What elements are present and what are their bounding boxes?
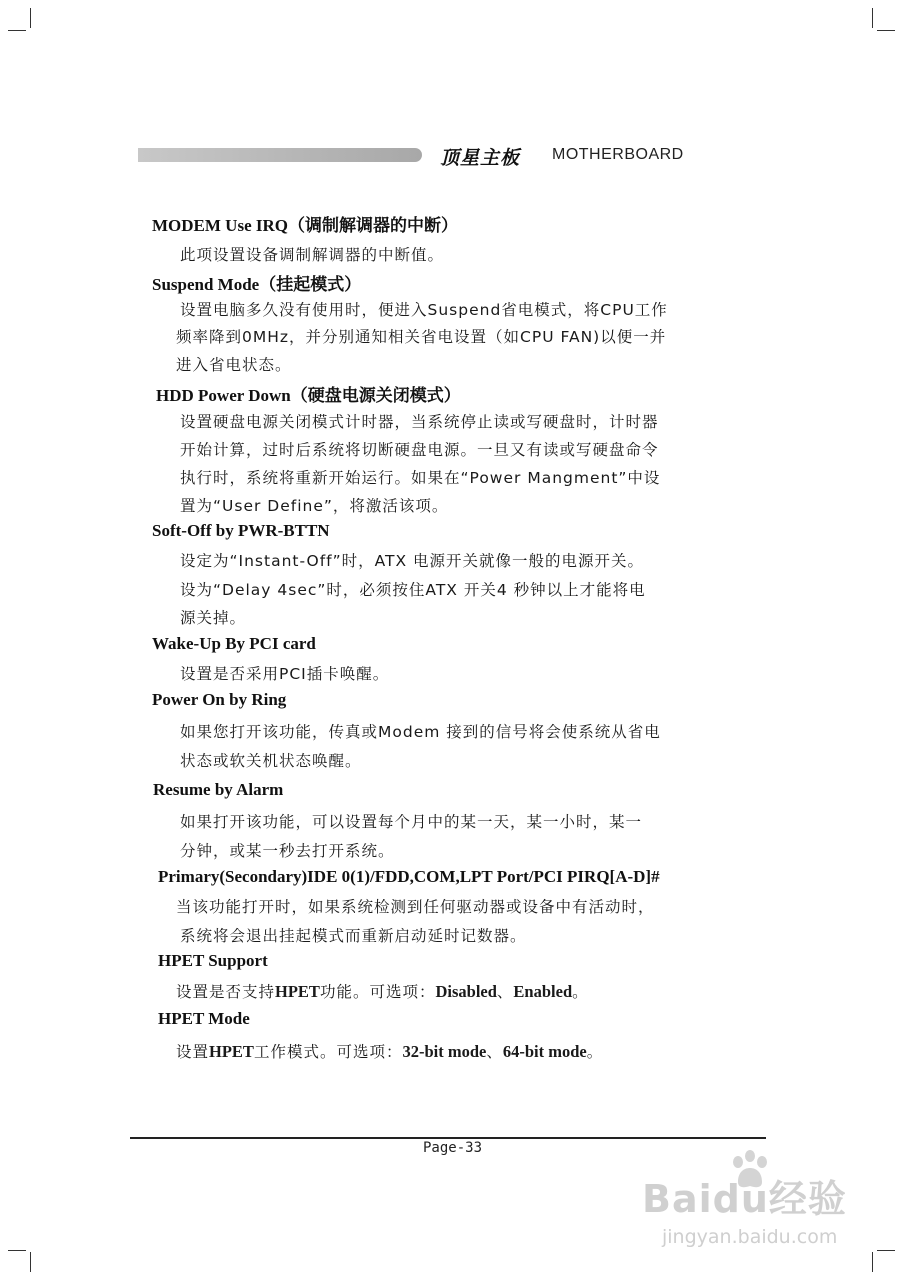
section-text: 开始计算，过时后系统将切断硬盘电源。一旦又有读或写硬盘命令 (180, 441, 659, 459)
watermark-url: jingyan.baidu.com (662, 1226, 838, 1248)
section-text: 源关掉。 (180, 609, 247, 627)
section-text: 执行时，系统将重新开始运行。如果在“Power Mangment”中设 (180, 469, 661, 487)
text-run: 。 (572, 983, 589, 1001)
section-heading: Resume by Alarm (153, 780, 284, 799)
crop-mark (30, 1252, 31, 1272)
text-run-bold: 64-bit mode (502, 1042, 587, 1061)
section-text: 如果您打开该功能，传真或Modem 接到的信号将会使系统从省电 (180, 723, 661, 741)
crop-mark (877, 30, 895, 31)
text-run-bold: Enabled (513, 982, 573, 1001)
section-text: 设置电脑多久没有使用时，便进入Suspend省电模式，将CPU工作 (180, 301, 668, 319)
crop-mark (877, 1250, 895, 1251)
section-text: 设为“Delay 4sec”时，必须按住ATX 开关4 秒钟以上才能将电 (180, 581, 646, 599)
text-run: 设置 (176, 1043, 210, 1061)
page-number: Page-33 (423, 1140, 483, 1156)
section-heading: HPET Support (158, 951, 268, 970)
crop-mark (872, 8, 873, 28)
text-run: 、 (486, 1043, 503, 1061)
section-heading: Power On by Ring (152, 690, 287, 709)
section-text (176, 1040, 603, 1062)
section-text (176, 980, 589, 1002)
crop-mark (872, 1252, 873, 1272)
section-text: 当该功能打开时，如果系统检测到任何驱动器或设备中有活动时， (176, 898, 655, 916)
section-heading: HDD Power Down（硬盘电源关闭模式） (156, 386, 461, 405)
text-run-bold: 32-bit mode (402, 1042, 487, 1061)
footer-rule (130, 1137, 766, 1139)
text-run-bold: HPET (275, 982, 320, 1001)
section-text: 设置硬盘电源关闭模式计时器，当系统停止读或写硬盘时，计时器 (180, 413, 659, 431)
crop-mark (8, 30, 26, 31)
text-run: 、 (496, 983, 514, 1001)
section-heading: HPET Mode (158, 1009, 250, 1028)
text-run: 设置是否支持 (176, 983, 276, 1001)
header-bar (138, 148, 422, 162)
section-text: 进入省电状态。 (176, 356, 292, 374)
section-text: 如果打开该功能，可以设置每个月中的某一天，某一小时，某一 (180, 813, 643, 831)
text-run-bold: Disabled (435, 982, 497, 1001)
section-heading: Primary(Secondary)IDE 0(1)/FDD,COM,LPT Port/PCI PIRQ[A-D]# (158, 867, 660, 886)
section-text: 频率降到0MHz，并分别通知相关省电设置（如CPU FAN)以便一并 (176, 328, 667, 346)
section-text: 分钟，或某一秒去打开系统。 (180, 842, 395, 860)
section-heading: Wake-Up By PCI card (152, 634, 316, 653)
section-heading: Soft-Off by PWR-BTTN (152, 521, 330, 540)
text-run: 。 (586, 1043, 604, 1061)
watermark (642, 1148, 852, 1268)
brand-name-en: MOTHERBOARD (552, 146, 684, 163)
section-heading: MODEM Use IRQ（调制解调器的中断） (152, 216, 458, 235)
crop-mark (30, 8, 31, 28)
text-run-bold: HPET (209, 1042, 254, 1061)
section-text: 系统将会退出挂起模式而重新启动延时记数器。 (180, 927, 527, 945)
section-text: 状态或软关机状态唤醒。 (180, 752, 362, 770)
crop-mark (8, 1250, 26, 1251)
section-text: 此项设置设备调制解调器的中断值。 (180, 246, 445, 264)
text-run: 功能。可选项： (319, 983, 436, 1001)
section-text: 置为“User Define”，将激活该项。 (180, 497, 449, 515)
section-text: 设置是否采用PCI插卡唤醒。 (180, 665, 390, 683)
text-run: 工作模式。可选项： (253, 1043, 403, 1061)
brand-logo-cn: 顶星主板 (440, 147, 521, 169)
watermark-logo: Baidu经验 (642, 1177, 847, 1221)
section-heading: Suspend Mode（挂起模式） (152, 275, 362, 294)
section-text: 设定为“Instant-Off”时，ATX 电源开关就像一般的电源开关。 (180, 552, 645, 570)
